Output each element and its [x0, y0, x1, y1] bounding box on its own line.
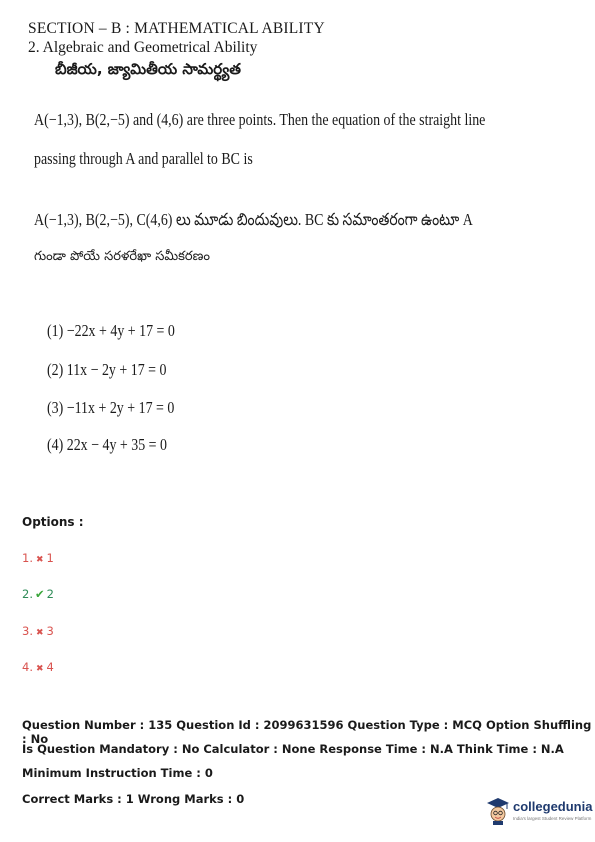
- option-number: 4.: [22, 660, 33, 674]
- question-text-telugu-line1: A(−1,3), B(2,−5), C(4,6) లు మూడు బిందువులు. BC కు సమాంతరంగా ఉంటూ A: [34, 210, 473, 229]
- option-number: 3.: [22, 624, 33, 638]
- question-text-english-line1: A(−1,3), B(2,−5) and (4,6) are three points. Then the equation of the straight line: [34, 110, 486, 129]
- check-icon: ✔: [34, 587, 45, 601]
- option-value: 3: [46, 624, 54, 638]
- option-row-1: [22, 551, 54, 565]
- cross-icon: ✖: [35, 664, 44, 674]
- answer-choice-3: (3) −11x + 2y + 17 = 0: [47, 398, 175, 417]
- answer-choice-4: (4) 22x − 4y + 35 = 0: [47, 435, 168, 454]
- question-meta-line2: Is Question Mandatory : No Calculator : None Response Time : N.A Think Time : N.A: [22, 742, 564, 756]
- option-number: 1.: [22, 551, 33, 565]
- collegedunia-logo: [486, 795, 593, 831]
- question-meta-line1: Question Number : 135 Question Id : 2099631596 Question Type : MCQ Option Shuffling : No: [22, 718, 592, 746]
- graduate-mascot-icon: [486, 797, 510, 825]
- option-value: 2: [46, 587, 54, 601]
- option-value: 4: [46, 660, 54, 674]
- question-meta-line3: Minimum Instruction Time : 0: [22, 766, 213, 780]
- subsection-heading: 2. Algebraic and Geometrical Ability: [28, 39, 258, 56]
- logo-wordmark: collegedunia: [513, 799, 593, 814]
- answer-choice-2: (2) 11x − 2y + 17 = 0: [47, 360, 167, 379]
- logo-tagline: India's largest Student Review Platform: [513, 816, 592, 821]
- cross-icon: ✖: [35, 628, 44, 638]
- option-row-3: [22, 624, 54, 638]
- question-text-telugu-line2: గుండా పోయే సరళరేఖా సమీకరణం: [34, 249, 210, 264]
- section-heading: SECTION – B : MATHEMATICAL ABILITY: [28, 20, 325, 37]
- subsection-heading-telugu: బీజీయ, జ్యామితీయ సామర్థ్యత: [55, 60, 241, 78]
- option-row-4: [22, 660, 54, 674]
- question-text-english-line2: passing through A and parallel to BC is: [34, 149, 253, 168]
- cross-icon: ✖: [35, 555, 44, 565]
- answer-choice-1: (1) −22x + 4y + 17 = 0: [47, 321, 175, 340]
- question-meta-line4: Correct Marks : 1 Wrong Marks : 0: [22, 792, 245, 806]
- option-row-2: [22, 587, 54, 601]
- option-value: 1: [46, 551, 54, 565]
- options-label: Options :: [22, 515, 84, 529]
- option-number: 2.: [22, 587, 33, 601]
